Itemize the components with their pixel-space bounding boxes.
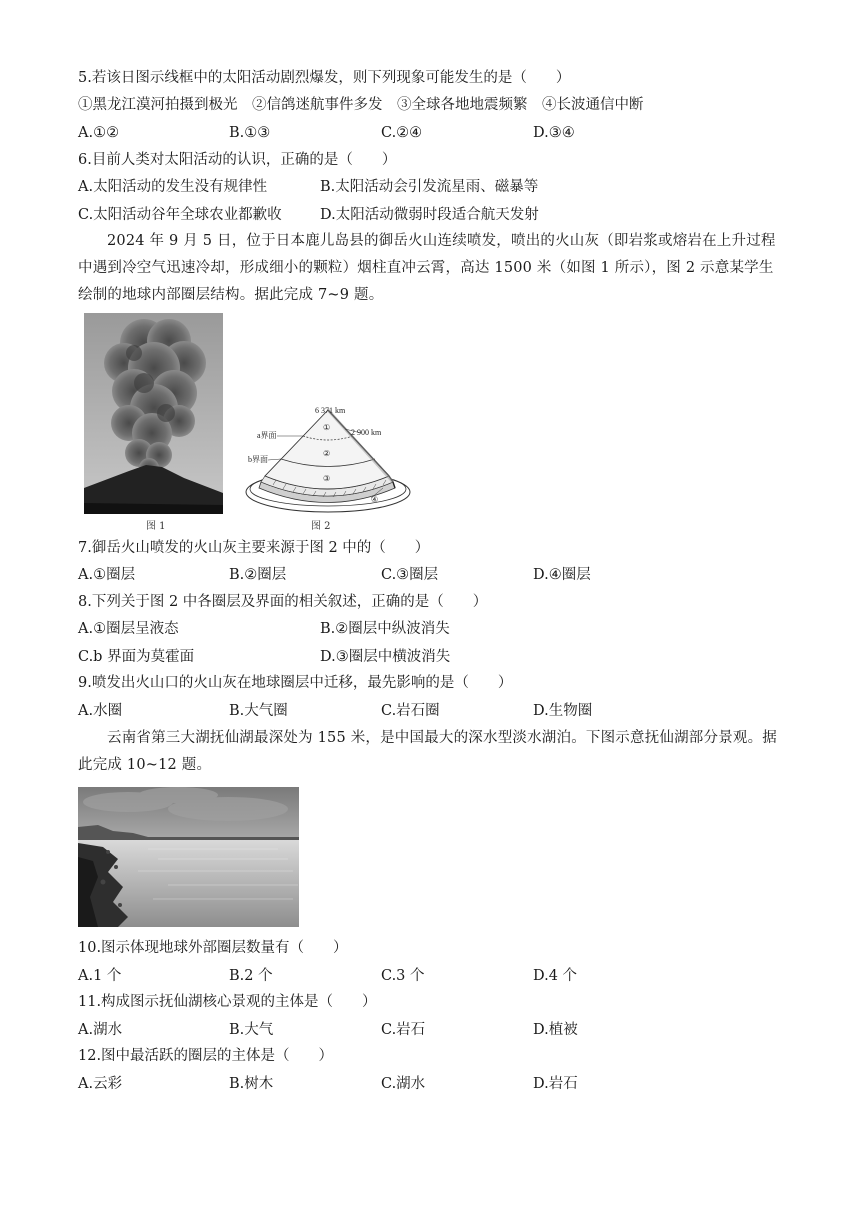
q9-option-a: A.水圈: [78, 703, 123, 719]
q6-option-a: A.太阳活动的发生没有规律性: [78, 179, 268, 195]
q6-option-b: B.太阳活动会引发流星雨、磁暴等: [320, 179, 539, 195]
q6-option-c: C.太阳活动谷年全球农业都歉收: [78, 207, 282, 223]
q5-option-a: A.①②: [78, 125, 120, 141]
q8-stem: 8.下列关于图 2 中各圈层及界面的相关叙述，正确的是（ ）: [78, 594, 488, 610]
q10-option-a: A.1 个: [78, 968, 122, 984]
depth-label: 2 900 km: [351, 428, 382, 437]
q9-option-b: B.大气圈: [229, 703, 288, 719]
q7-stem: 7.御岳火山喷发的火山灰主要来源于图 2 中的（ ）: [78, 540, 430, 556]
q8-option-c: C.b 界面为莫霍面: [78, 649, 195, 665]
q12-stem: 12.图中最活跃的圈层的主体是（ ）: [78, 1048, 334, 1064]
q12-option-b: B.树木: [229, 1076, 274, 1092]
q8-option-a: A.①圈层呈液态: [78, 621, 179, 637]
q7-option-c: C.③圈层: [381, 567, 439, 583]
passage-lake: 云南省第三大湖抚仙湖最深处为 155 米，是中国最大的深水型淡水湖泊。下图示意抚仙湖部分景观。据此完成 10~12 题。: [78, 730, 777, 773]
q10-option-d: D.4 个: [533, 968, 578, 984]
figure1-caption: 图 1: [146, 521, 166, 532]
q5-stem: 5.若该日图示线框中的太阳活动剧烈爆发，则下列现象可能发生的是（ ）: [78, 70, 571, 86]
q5-items: ①黑龙江漠河拍摄到极光 ②信鸽迷航事件多发 ③全球各地地震频繁 ④长波通信中断: [78, 97, 644, 113]
q7-option-a: A.①圈层: [78, 567, 136, 583]
q11-option-b: B.大气: [229, 1022, 274, 1038]
q11-option-c: C.岩石: [381, 1022, 426, 1038]
layer-2-label: ②: [323, 449, 331, 458]
b-interface-label: b界面: [248, 455, 268, 464]
q11-stem: 11.构成图示抚仙湖核心景观的主体是（ ）: [78, 994, 377, 1010]
q10-stem: 10.图示体现地球外部圈层数量有（ ）: [78, 940, 348, 956]
q12-option-c: C.湖水: [381, 1076, 426, 1092]
q11-option-a: A.湖水: [78, 1022, 123, 1038]
q9-stem: 9.喷发出火山口的火山灰在地球圈层中迁移，最先影响的是（ ）: [78, 675, 513, 691]
passage-volcano: 2024 年 9 月 5 日，位于日本鹿儿岛县的御岳火山连续喷发，喷出的火山灰（即岩浆或熔岩在上升过程中遇到冷空气迅速冷却，形成细小的颗粒）烟柱直冲云霄，高达 1500 米（如图 1 所示），图 2 示意某学生绘制的地球内部圈层结构。据此完成 7~9 题。: [78, 233, 776, 303]
radius-label: 6 371 km: [315, 406, 346, 415]
q5-option-d: D.③④: [533, 125, 575, 141]
q9-option-c: C.岩石圈: [381, 703, 440, 719]
q9-option-d: D.生物圈: [533, 703, 593, 719]
layer-3-label: ③: [323, 474, 331, 483]
q7-option-d: D.④圈层: [533, 567, 591, 583]
q8-option-d: D.③圈层中横波消失: [320, 649, 451, 665]
q10-option-c: C.3 个: [381, 968, 425, 984]
volcano-eruption-photo: [84, 313, 223, 514]
q11-option-d: D.植被: [533, 1022, 578, 1038]
q10-option-b: B.2 个: [229, 968, 273, 984]
q12-option-a: A.云彩: [78, 1076, 123, 1092]
figure2-caption: 图 2: [311, 521, 331, 532]
q5-option-c: C.②④: [381, 125, 423, 141]
q5-option-b: B.①③: [229, 125, 271, 141]
a-interface-label: a界面: [257, 431, 277, 440]
earth-interior-diagram: [243, 402, 413, 515]
q7-option-b: B.②圈层: [229, 567, 287, 583]
q6-stem: 6.目前人类对太阳活动的认识，正确的是（ ）: [78, 152, 397, 168]
layer-1-label: ①: [323, 423, 331, 432]
q8-option-b: B.②圈层中纵波消失: [320, 621, 450, 637]
layer-4-label: ④: [371, 495, 379, 504]
q12-option-d: D.岩石: [533, 1076, 578, 1092]
q6-option-d: D.太阳活动微弱时段适合航天发射: [320, 207, 539, 223]
fuxian-lake-photo: [78, 787, 299, 927]
